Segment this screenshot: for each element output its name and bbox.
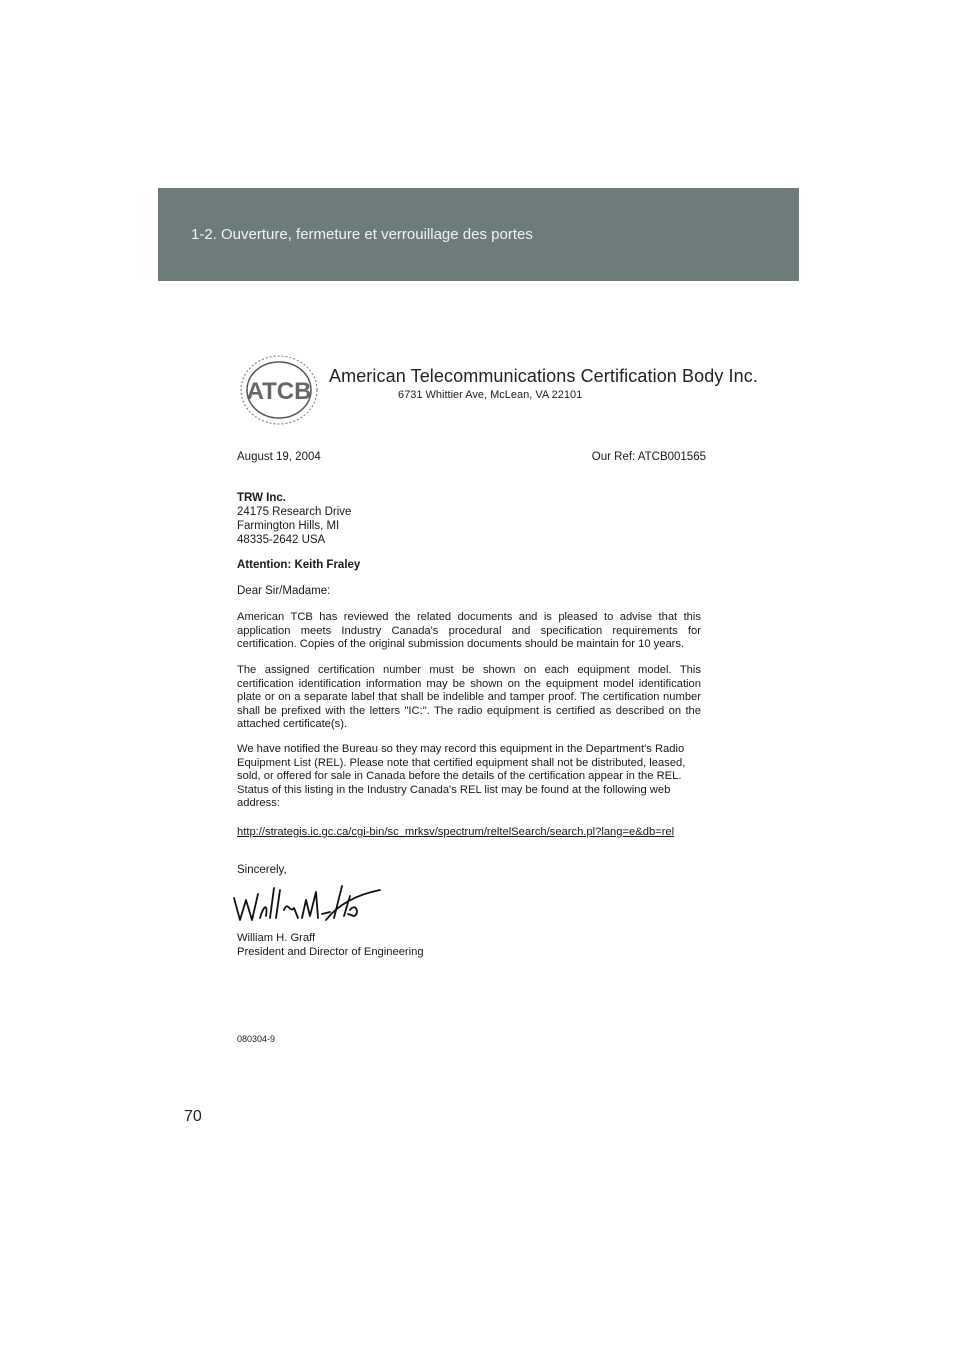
signer-name: William H. Graff — [237, 932, 316, 944]
paragraph-review: American TCB has reviewed the related documents and is pleased to advise that this application meets Industry Canada's procedural and specification requirements for certification. Copies of the original submission documents should be maintain for 10 years. — [237, 611, 701, 650]
company-address: 6731 Whittier Ave, McLean, VA 22101 — [398, 389, 583, 401]
page-number: 70 — [184, 1108, 202, 1125]
logo-text: ATCB — [246, 378, 312, 405]
signer-title: President and Director of Engineering — [237, 945, 424, 958]
recipient-street: 24175 Research Drive — [237, 506, 352, 518]
recipient-postal: 48335-2642 USA — [237, 534, 326, 546]
attention-line: Attention: Keith Fraley — [237, 559, 361, 571]
recipient-city: Farmington Hills, MI — [237, 520, 340, 532]
signature-image — [230, 880, 390, 930]
letter-date: August 19, 2004 — [237, 451, 321, 463]
section-title: 1-2. Ouverture, fermeture et verrouillage des portes — [191, 226, 533, 243]
paragraph-certification-number: The assigned certification number must be shown on each equipment model. This certification identification information may be shown on the equipment model identification plate or on a separate label that shall be indelible and tamper proof. The certification number shall be prefixed with the letters "IC:". The radio equipment is certified as described on the attached certificate(s). — [237, 664, 701, 730]
rel-search-link[interactable]: http://strategis.ic.gc.ca/cgi-bin/sc_mrksv/spectrum/reltelSearch/search.pl?lang=e&db=rel — [237, 826, 675, 838]
section-header-band — [158, 188, 799, 281]
salutation: Dear Sir/Madame: — [237, 585, 331, 597]
recipient-name: TRW Inc. — [237, 492, 286, 504]
reference-number: Our Ref: ATCB001565 — [591, 451, 706, 463]
closing: Sincerely, — [237, 864, 287, 876]
recipient-address — [237, 491, 351, 547]
signer-block — [237, 932, 424, 959]
company-name: American Telecommunications Certification Body Inc. — [329, 366, 758, 386]
paragraph-rel-listing: We have notified the Bureau so they may record this equipment in the Department's Radio Equipment List (REL). Please note that certified equipment shall not be distributed, leased, sold, or offered for sale in Canada before the details of the certification appear in the REL. Status of this listing in the Industry Canada's REL list may be found at the following web address: — [237, 743, 686, 809]
atcb-logo — [238, 352, 320, 428]
document-code: 080304-9 — [237, 1034, 276, 1044]
